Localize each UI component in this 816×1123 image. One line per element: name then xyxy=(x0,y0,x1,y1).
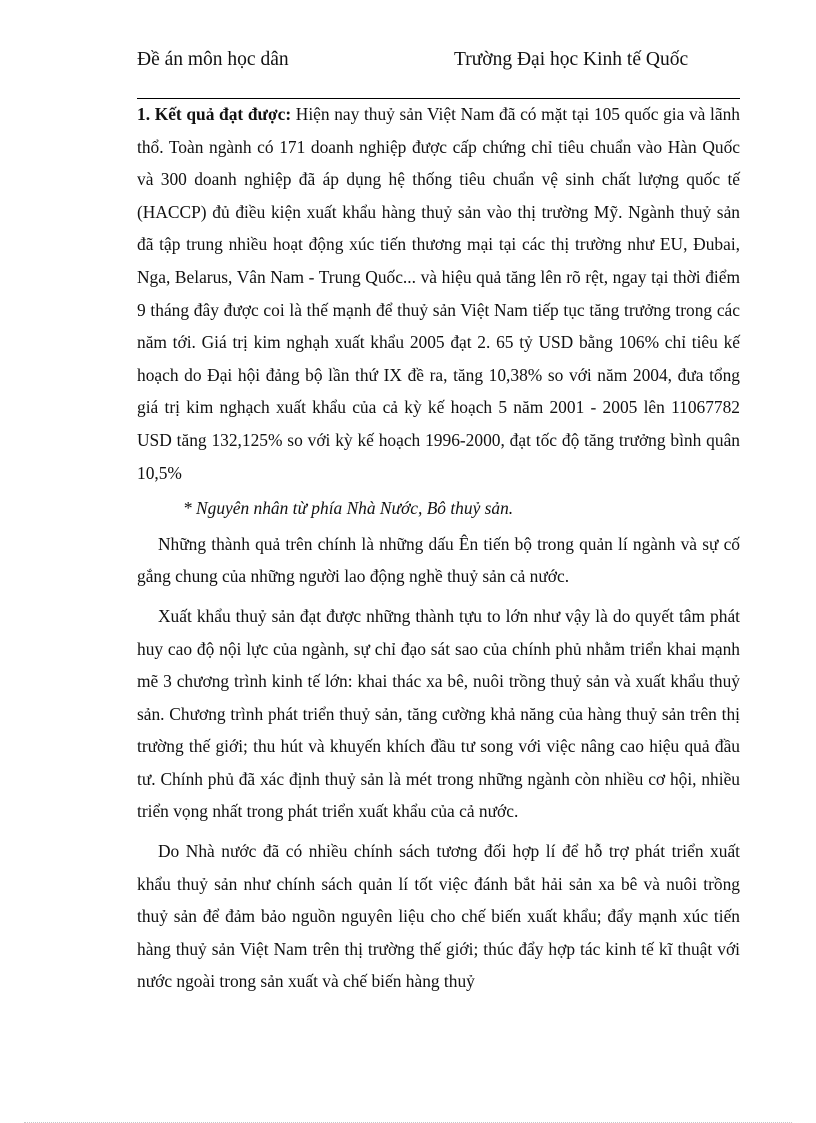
page-header xyxy=(137,47,740,97)
body-paragraph: Những thành quả trên chính là những dấu Ên tiến bộ trong quản lí ngành và sự cố gắng chung của những người lao động nghề thuỷ sản cả nước. xyxy=(137,533,740,587)
section-heading: 1. Kết quả đạt được: xyxy=(137,104,292,124)
document-body xyxy=(137,98,740,998)
body-paragraph: Do Nhà nước đã có nhiều chính sách tương đối hợp lí để hỗ trợ phát triển xuất khẩu thuỷ sản như chính sách quản lí tốt việc đánh bắt hải sản xa bê và nuôi trồng thuỷ sản để đảm bảo nguồn nguyên liệu cho chế biến xuất khẩu; đẩy mạnh xúc tiến hàng thuỷ sản Việt Nam trên thị trường thế giới; thúc đẩy hợp tác kinh tế kĩ thuật với nước ngoài trong sản xuất và chế biến hàng thuỷ xyxy=(137,841,740,992)
section-results-text: Hiện nay thuỷ sản Việt Nam đã có mặt tại 105 quốc gia và lãnh thổ. Toàn ngành có 171 doanh nghiệp được cấp chứng chỉ tiêu chuẩn vào Hàn Quốc và 300 doanh nghiệp đã áp dụng hệ thống tiêu chuẩn vệ sinh chất lượng quốc tế (HACCP) đủ điều kiện xuất khẩu hàng thuỷ sản vào thị trường Mỹ. Ngành thuỷ sản đã tập trung nhiều hoạt động xúc tiến thương mại tại các thị trường như EU, Đubai, Nga, Belarus, Vân Nam - Trung Quốc... và hiệu quả tăng lên rõ rệt, ngay tại thời điểm 9 tháng đây được coi là thế mạnh để thuỷ sản Việt Nam tiếp tục tăng trưởng trong các năm tới. Giá trị kim nghạh xuất khẩu 2005 đạt 2. 65 tỷ USD bằng 106% chỉ tiêu kế hoạch do Đại hội đảng bộ lần thứ IX đề ra, tăng 10,38% so với năm 2004, đưa tổng giá trị kim nghạch xuất khẩu của cả kỳ kế hoạch 5 năm 2001 - 2005 lên 11067782 USD tăng 132,125% so với kỳ kế hoạch 1996-2000, đạt tốc độ tăng trưởng bình quân 10,5% xyxy=(137,104,740,483)
header-course-title: Đề án môn học dân xyxy=(137,49,289,70)
header-university-name: Trường Đại học Kinh tế Quốc xyxy=(454,49,689,70)
body-paragraph: Xuất khẩu thuỷ sản đạt được những thành tựu to lớn như vậy là do quyết tâm phát huy cao độ nội lực của ngành, sự chỉ đạo sát sao của chính phủ nhằm triển khai mạnh mẽ 3 chương trình kinh tế lớn: khai thác xa bê, nuôi trồng thuỷ sản và xuất khẩu thuỷ sản. Chương trình phát triển thuỷ sản, tăng cường khả năng của hàng thuỷ sản trên thị trường thế giới; thu hút và khuyến khích đầu tư song với việc nâng cao hiệu quả đầu tư. Chính phủ đã xác định thuỷ sản là mét trong những ngành còn nhiều cơ hội, nhiều triển vọng nhất trong phát triển xuất khẩu của cả nước. xyxy=(137,605,740,822)
section-results-paragraph xyxy=(137,98,740,489)
causes-caption: * Nguyên nhân từ phía Nhà Nước, Bô thuỷ sản. xyxy=(183,498,514,519)
